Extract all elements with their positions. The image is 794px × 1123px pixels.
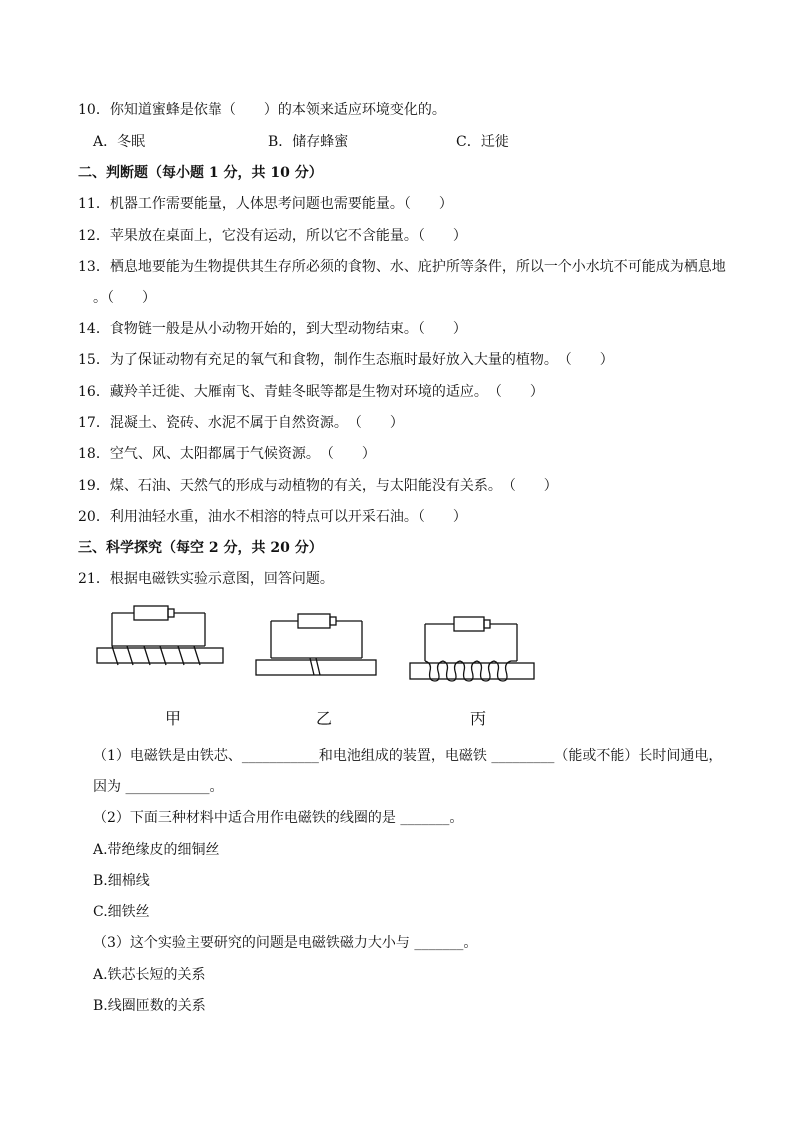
question-13-continuation: 。（ ） bbox=[93, 290, 156, 306]
question-10-option-b: B．储存蜂蜜 bbox=[268, 134, 349, 150]
electromagnet-diagram-jia bbox=[94, 604, 226, 666]
question-21-sub2-option-b: B.细棉线 bbox=[93, 873, 150, 889]
diagram-caption-jia: 甲 bbox=[164, 709, 181, 728]
diagram-caption-bing: 丙 bbox=[469, 709, 486, 728]
question-19: 19．煤、石油、天然气的形成与动植物的有关，与太阳能没有关系。 （ ） bbox=[78, 478, 558, 494]
question-17: 17．混凝土、瓷砖、水泥不属于自然资源。 （ ） bbox=[78, 415, 404, 431]
iron-core bbox=[256, 660, 376, 675]
question-21-sub2-option-a: A.带绝缘皮的细铜丝 bbox=[93, 842, 220, 858]
battery-icon bbox=[298, 614, 330, 628]
section-2-title: 二、判断题（每小题 1 分，共 10 分） bbox=[78, 165, 323, 181]
question-16: 16．藏羚羊迁徙、大雁南飞、青蛙冬眠等都是生物对环境的适应。 （ ） bbox=[78, 384, 544, 400]
battery-icon bbox=[134, 606, 168, 620]
question-12: 12．苹果放在桌面上，它没有运动，所以它不含能量。（ ） bbox=[78, 228, 467, 244]
coil-windings bbox=[112, 646, 200, 665]
iron-core bbox=[97, 648, 223, 663]
question-21-sub1-line1: （1）电磁铁是由铁芯、___________和电池组成的装置，电磁铁 _________（能或不能）长时间通电， bbox=[93, 748, 723, 764]
question-20: 20．利用油轻水重，油水不相溶的特点可以开采石油。（ ） bbox=[78, 509, 467, 525]
question-10-option-a: A．冬眠 bbox=[93, 134, 146, 150]
question-21-sub1-line2: 因为 ____________。 bbox=[93, 779, 224, 795]
question-21-stem: 21．根据电磁铁实验示意图，回答问题。 bbox=[78, 571, 334, 587]
question-21-sub2-stem: （2）下面三种材料中适合用作电磁铁的线圈的是 _______。 bbox=[93, 810, 464, 826]
electromagnet-diagram-yi bbox=[254, 611, 378, 677]
question-11: 11．机器工作需要能量，人体思考问题也需要能量。（ ） bbox=[78, 196, 453, 212]
battery-terminal bbox=[484, 620, 490, 628]
coil-windings bbox=[425, 661, 517, 681]
question-10-option-c: C．迁徙 bbox=[456, 134, 509, 150]
question-21-sub3-stem: （3）这个实验主要研究的问题是电磁铁磁力大小与 _______。 bbox=[93, 935, 478, 951]
question-21-sub2-option-c: C.细铁丝 bbox=[93, 904, 150, 920]
question-15: 15．为了保证动物有充足的氧气和食物，制作生态瓶时最好放入大量的植物。 （ ） bbox=[78, 352, 614, 368]
diagram-caption-yi: 乙 bbox=[315, 709, 332, 728]
battery-terminal bbox=[168, 609, 174, 617]
battery-icon bbox=[454, 617, 484, 631]
question-21-sub3-option-b: B.线圈匝数的关系 bbox=[93, 998, 206, 1014]
question-13: 13．栖息地要能为生物提供其生存所必须的食物、水、庇护所等条件，所以一个小水坑不可能成为栖息地 bbox=[78, 259, 726, 275]
section-3-title: 三、科学探究（每空 2 分，共 20 分） bbox=[78, 540, 323, 556]
question-10-stem: 10．你知道蜜蜂是依靠（ ）的本领来适应环境变化的。 bbox=[78, 102, 446, 118]
electromagnet-diagram-bing bbox=[408, 611, 536, 683]
question-18: 18．空气、风、太阳都属于气候资源。 （ ） bbox=[78, 446, 376, 462]
question-21-sub3-option-a: A.铁芯长短的关系 bbox=[93, 967, 206, 983]
question-14: 14．食物链一般是从小动物开始的，到大型动物结束。（ ） bbox=[78, 321, 467, 337]
battery-terminal bbox=[330, 617, 336, 625]
